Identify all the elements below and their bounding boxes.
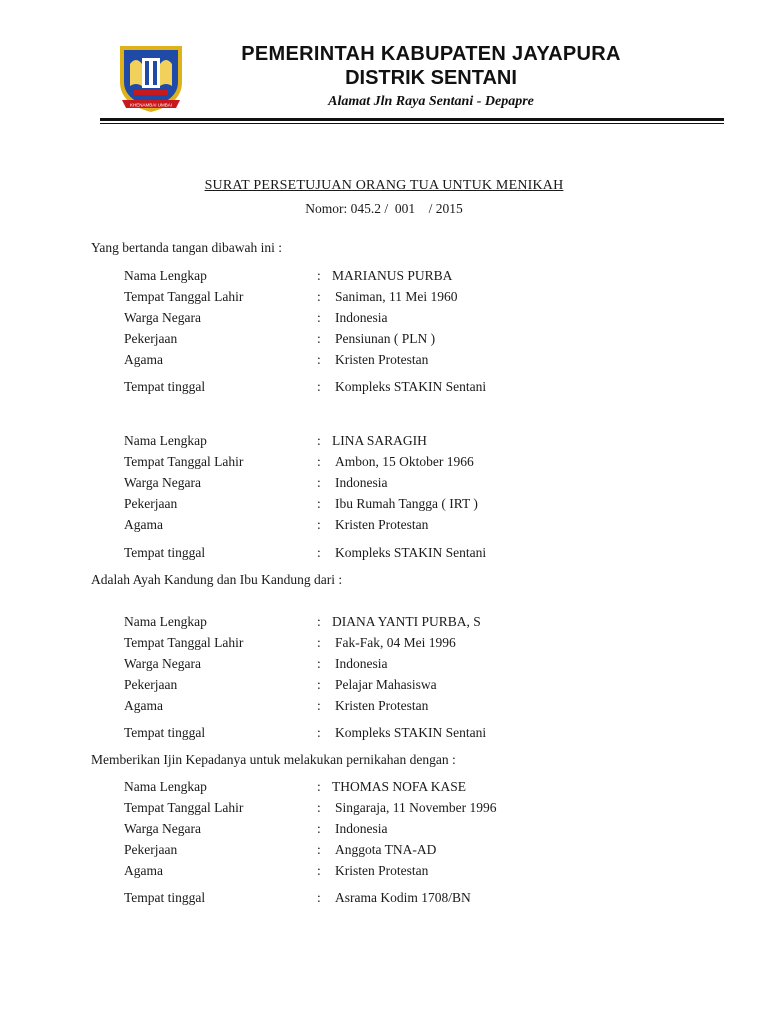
field-separator: : xyxy=(317,800,321,815)
field-separator: : xyxy=(317,635,321,650)
field-value-birth: Fak-Fak, 04 Mei 1996 xyxy=(335,635,456,650)
letterhead-rule-thick xyxy=(100,118,724,121)
field-separator: : xyxy=(317,331,321,346)
field-value-occupation: Pensiunan ( PLN ) xyxy=(335,331,436,346)
field-label: Pekerjaan xyxy=(124,496,178,511)
field-value-birth: Singaraja, 11 November 1996 xyxy=(335,800,497,815)
field-label: Nama Lengkap xyxy=(124,779,207,794)
field-row-citizenship xyxy=(0,821,768,839)
field-value-citizenship: Indonesia xyxy=(335,656,388,671)
field-separator: : xyxy=(317,379,321,394)
field-label: Agama xyxy=(124,517,163,532)
kabupaten-emblem-logo xyxy=(116,42,186,116)
field-label: Nama Lengkap xyxy=(124,614,207,629)
field-separator: : xyxy=(317,268,321,283)
field-row-residence xyxy=(0,545,768,563)
document-title: SURAT PERSETUJUAN ORANG TUA UNTUK MENIKAH xyxy=(204,178,564,193)
field-row-birth xyxy=(0,800,768,818)
field-row-citizenship xyxy=(0,475,768,493)
field-value-birth: Saniman, 11 Mei 1960 xyxy=(335,289,458,304)
field-row-religion xyxy=(0,863,768,881)
field-row-occupation xyxy=(0,677,768,695)
field-value-residence: Kompleks STAKIN Sentani xyxy=(335,379,487,394)
permission-paragraph: Memberikan Ijin Kepadanya untuk melakukan pernikahan dengan : xyxy=(91,752,456,767)
field-label: Tempat Tanggal Lahir xyxy=(124,635,244,650)
field-value-residence: Kompleks STAKIN Sentani xyxy=(335,545,487,560)
field-value-religion: Kristen Protestan xyxy=(335,517,429,532)
field-separator: : xyxy=(317,517,321,532)
document-number: Nomor: 045.2 / 001 / 2015 xyxy=(305,201,463,216)
field-label: Agama xyxy=(124,352,163,367)
field-value-citizenship: Indonesia xyxy=(335,310,388,325)
intro-paragraph: Yang bertanda tangan dibawah ini : xyxy=(91,240,282,255)
field-row-residence xyxy=(0,725,768,743)
field-label: Tempat Tanggal Lahir xyxy=(124,800,244,815)
field-separator: : xyxy=(317,725,321,740)
field-separator: : xyxy=(317,310,321,325)
field-value-occupation: Ibu Rumah Tangga ( IRT ) xyxy=(335,496,478,511)
field-row-occupation xyxy=(0,496,768,514)
letterhead-government: PEMERINTAH KABUPATEN JAYAPURA xyxy=(241,43,621,65)
field-label: Pekerjaan xyxy=(124,842,178,857)
field-label: Tempat tinggal xyxy=(124,379,206,394)
field-label: Warga Negara xyxy=(124,475,201,490)
parents-of-paragraph: Adalah Ayah Kandung dan Ibu Kandung dari : xyxy=(91,572,343,587)
field-label: Pekerjaan xyxy=(124,677,178,692)
field-row-birth xyxy=(0,289,768,307)
field-separator: : xyxy=(317,289,321,304)
field-row-residence xyxy=(0,890,768,908)
field-row-occupation xyxy=(0,331,768,349)
field-separator: : xyxy=(317,454,321,469)
field-value-birth: Ambon, 15 Oktober 1966 xyxy=(335,454,474,469)
field-label: Tempat Tanggal Lahir xyxy=(124,454,244,469)
letterhead-rule-thin xyxy=(100,123,724,124)
field-row-citizenship xyxy=(0,656,768,674)
field-row-name xyxy=(0,614,768,632)
letterhead-district: DISTRIK SENTANI xyxy=(345,67,517,89)
field-separator: : xyxy=(317,475,321,490)
field-row-residence xyxy=(0,379,768,397)
field-label: Warga Negara xyxy=(124,821,201,836)
field-row-citizenship xyxy=(0,310,768,328)
field-value-citizenship: Indonesia xyxy=(335,475,388,490)
field-label: Tempat Tanggal Lahir xyxy=(124,289,244,304)
field-row-name xyxy=(0,779,768,797)
field-row-name xyxy=(0,268,768,286)
field-value-religion: Kristen Protestan xyxy=(335,698,429,713)
field-separator: : xyxy=(317,433,321,448)
field-value-residence: Asrama Kodim 1708/BN xyxy=(335,890,471,905)
field-separator: : xyxy=(317,779,321,794)
field-separator: : xyxy=(317,842,321,857)
field-value-name: DIANA YANTI PURBA, S xyxy=(332,614,481,629)
field-row-name xyxy=(0,433,768,451)
field-separator: : xyxy=(317,890,321,905)
field-row-occupation xyxy=(0,842,768,860)
field-label: Tempat tinggal xyxy=(124,545,206,560)
field-separator: : xyxy=(317,352,321,367)
field-value-occupation: Pelajar Mahasiswa xyxy=(335,677,437,692)
field-row-religion xyxy=(0,517,768,535)
field-value-religion: Kristen Protestan xyxy=(335,863,429,878)
field-value-name: LINA SARAGIH xyxy=(332,433,427,448)
field-label: Pekerjaan xyxy=(124,331,178,346)
field-row-birth xyxy=(0,635,768,653)
field-value-religion: Kristen Protestan xyxy=(335,352,429,367)
field-row-religion xyxy=(0,698,768,716)
field-value-residence: Kompleks STAKIN Sentani xyxy=(335,725,487,740)
field-value-name: MARIANUS PURBA xyxy=(332,268,453,283)
field-value-name: THOMAS NOFA KASE xyxy=(332,779,467,794)
field-label: Warga Negara xyxy=(124,656,201,671)
field-separator: : xyxy=(317,614,321,629)
field-value-citizenship: Indonesia xyxy=(335,821,388,836)
field-separator: : xyxy=(317,545,321,560)
field-separator: : xyxy=(317,698,321,713)
field-label: Nama Lengkap xyxy=(124,433,207,448)
field-separator: : xyxy=(317,821,321,836)
field-separator: : xyxy=(317,677,321,692)
field-label: Warga Negara xyxy=(124,310,201,325)
field-label: Nama Lengkap xyxy=(124,268,207,283)
field-label: Tempat tinggal xyxy=(124,890,206,905)
field-separator: : xyxy=(317,863,321,878)
field-row-religion xyxy=(0,352,768,370)
letterhead-address: Alamat Jln Raya Sentani - Depapre xyxy=(328,94,534,109)
field-label: Agama xyxy=(124,863,163,878)
field-label: Tempat tinggal xyxy=(124,725,206,740)
field-label: Agama xyxy=(124,698,163,713)
field-row-birth xyxy=(0,454,768,472)
field-separator: : xyxy=(317,656,321,671)
field-value-occupation: Anggota TNA-AD xyxy=(335,842,437,857)
logo-ribbon-text: KHENAMBAI UMBAI xyxy=(129,102,173,108)
field-separator: : xyxy=(317,496,321,511)
